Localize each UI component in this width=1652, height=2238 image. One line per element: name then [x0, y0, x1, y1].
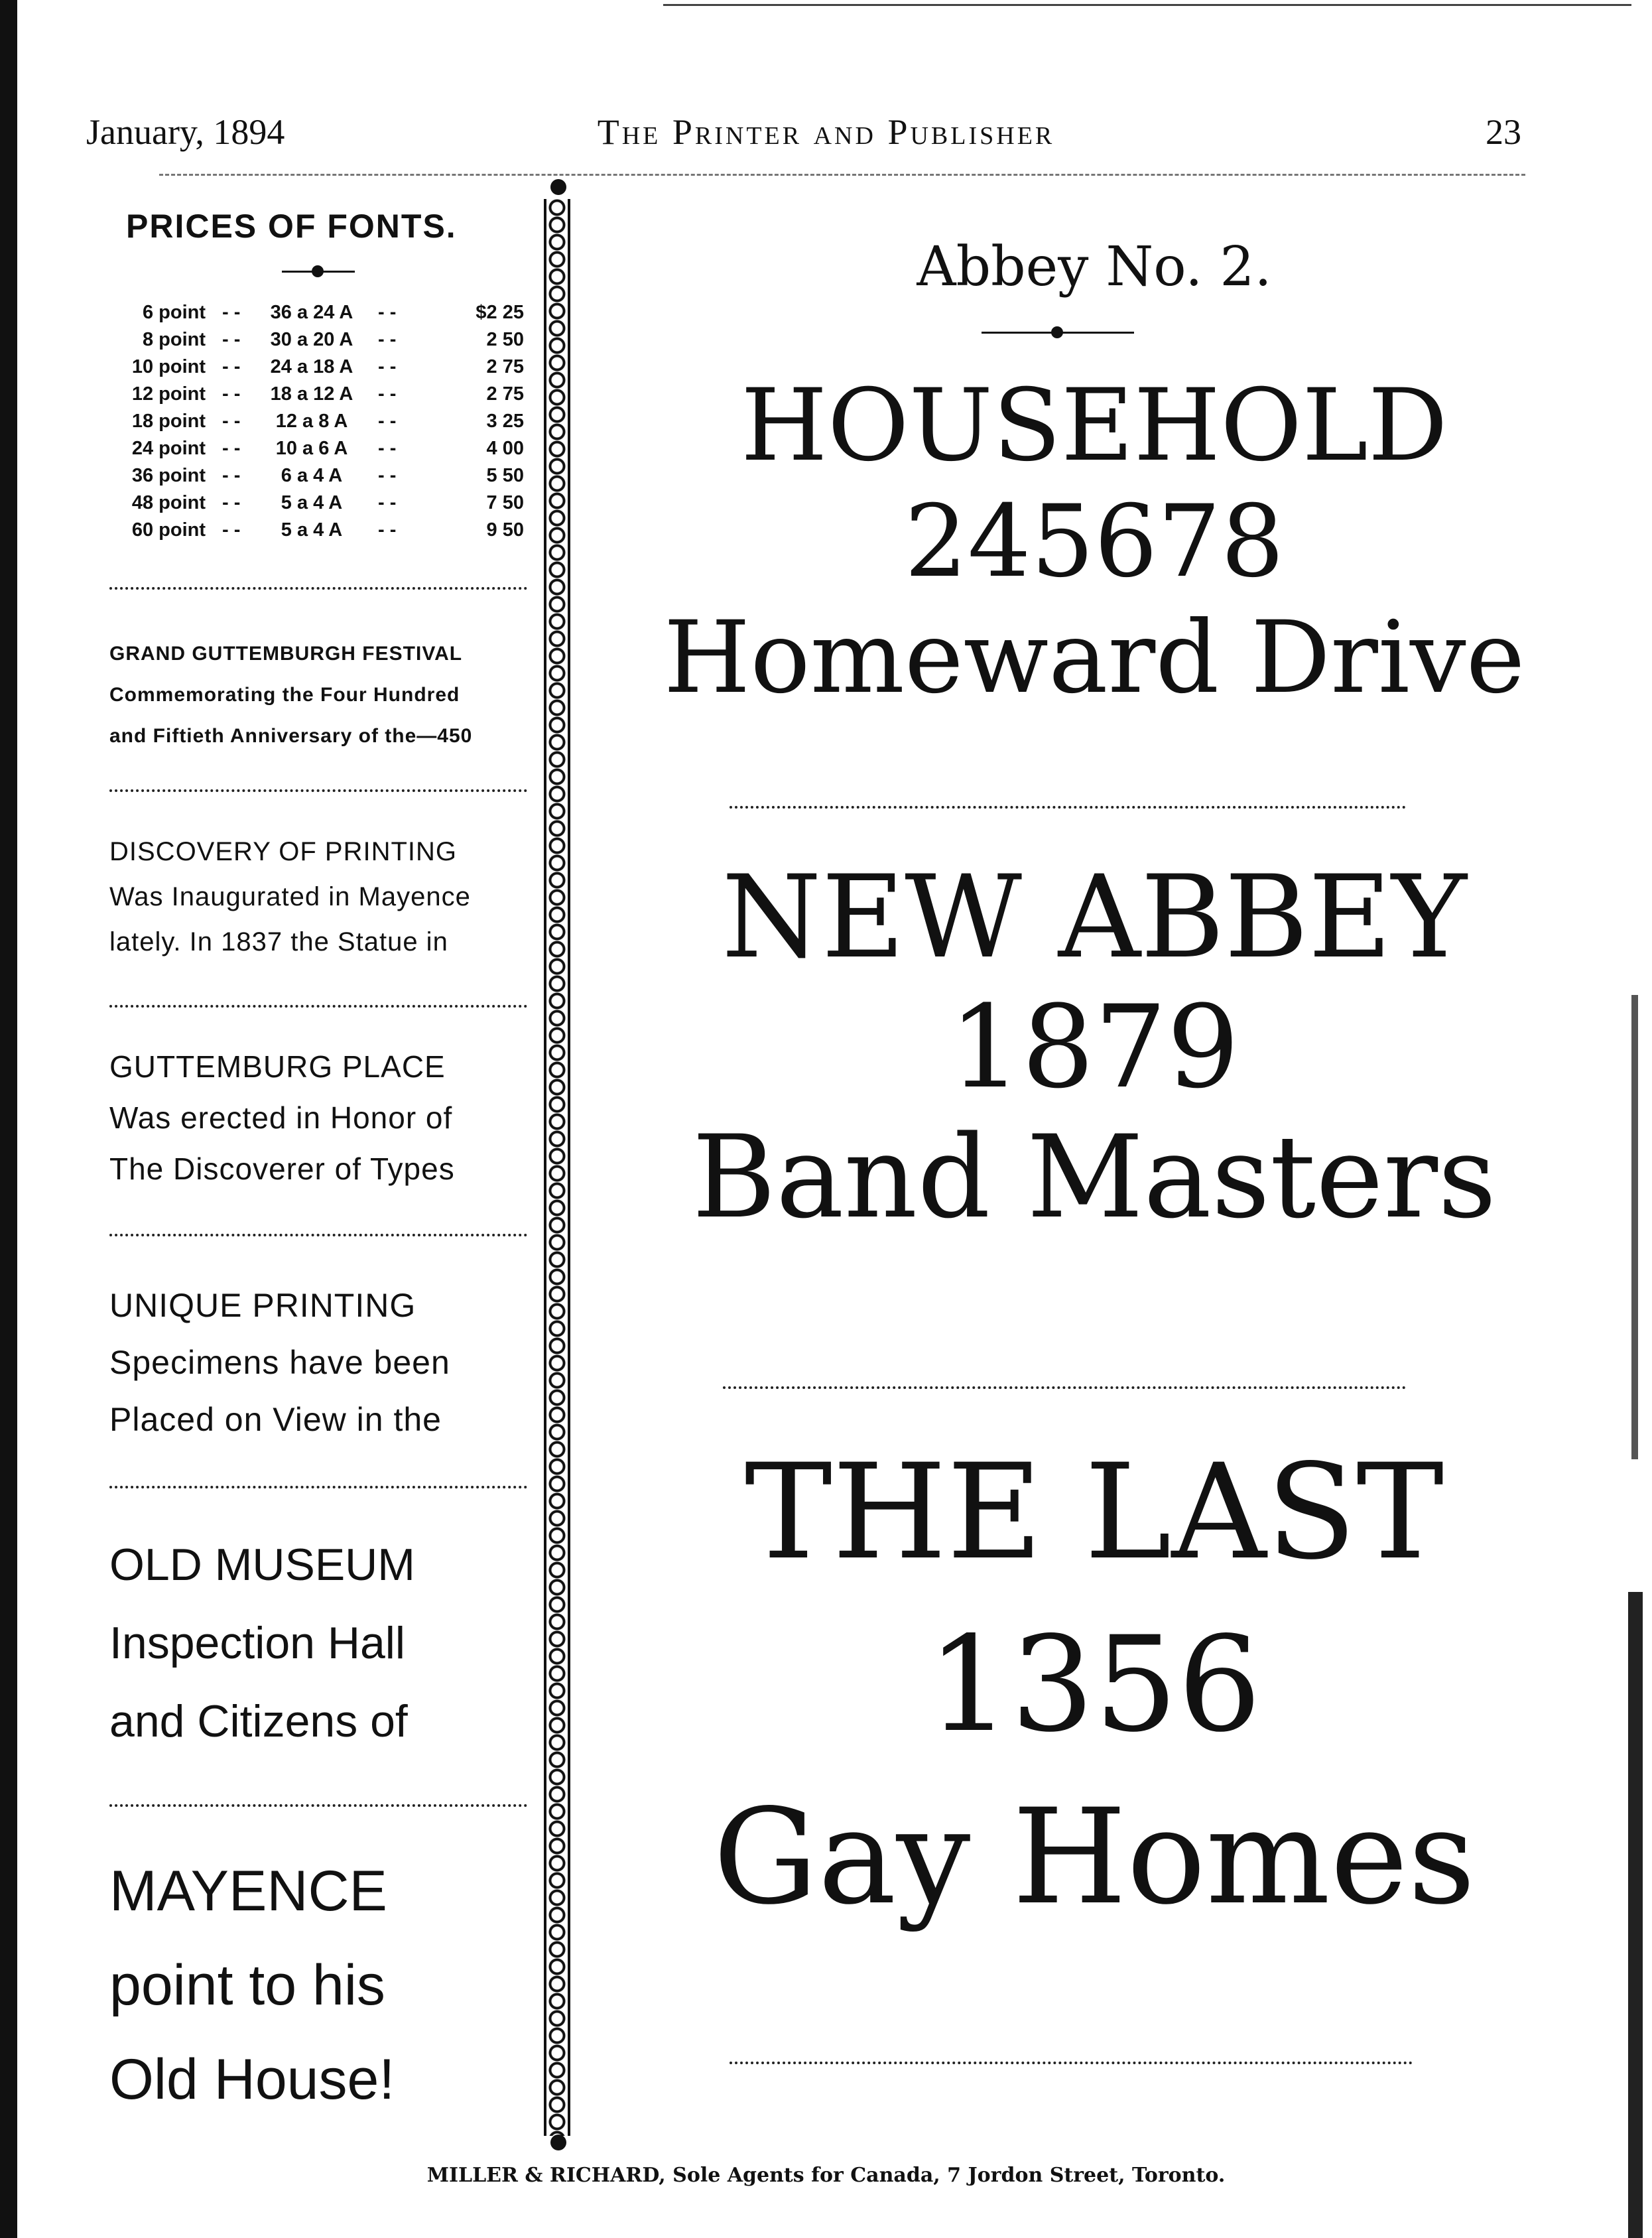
price-value: 2 50 — [486, 329, 524, 350]
price-value: 2 75 — [486, 383, 524, 405]
specimen-old-museum — [109, 1526, 527, 1760]
price-dash: - - — [222, 302, 241, 323]
specimen-line: Homeward Drive — [663, 600, 1525, 716]
title-ornament-dot — [1051, 326, 1063, 338]
specimen-line: 245678 — [904, 484, 1285, 600]
price-dash: - - — [378, 356, 397, 377]
specimen-line: Inspection Hall — [109, 1618, 406, 1668]
specimen-line: UNIQUE PRINTING — [109, 1287, 416, 1324]
header-rule — [159, 174, 1525, 176]
prices-ornament-dot — [312, 265, 324, 277]
specimen-line: 1356 — [927, 1608, 1261, 1761]
specimen-new-abbey — [584, 852, 1605, 1242]
specimen-mayence — [109, 1844, 527, 2127]
specimen-line: Specimens have been — [109, 1344, 450, 1381]
page-edge-right — [1628, 1592, 1643, 2238]
column-divider — [544, 199, 570, 2136]
specimen-line: GRAND GUTTEMBURGH FESTIVAL — [109, 643, 463, 665]
price-size: 36 point — [131, 465, 206, 486]
price-dash: - - — [222, 465, 241, 486]
specimen-line: Was Inaugurated in Mayence — [109, 882, 471, 911]
specimen-line: GUTTEMBURG PLACE — [109, 1049, 446, 1084]
price-dash: - - — [222, 383, 241, 405]
specimen-discovery — [109, 829, 527, 964]
dotted-rule — [723, 1386, 1406, 1389]
page-edge-right-faint — [1631, 995, 1638, 1459]
price-value: 5 50 — [486, 465, 524, 486]
specimen-line: Commemorating the Four Hundred — [109, 684, 460, 706]
price-dash: - - — [222, 519, 241, 541]
price-qty: 36 a 24 A — [270, 302, 353, 323]
header-date: January, 1894 — [86, 112, 285, 152]
specimen-line: and Fiftieth Anniversary of the—450 — [109, 725, 473, 747]
price-dash: - - — [222, 438, 241, 459]
price-qty: 12 a 8 A — [275, 411, 348, 432]
price-value: 2 75 — [486, 356, 524, 377]
specimen-line: MAYENCE — [109, 1859, 387, 1923]
specimen-line: point to his — [109, 1953, 385, 2017]
dotted-rule — [730, 806, 1406, 809]
specimen-grand-festival — [109, 633, 527, 757]
price-dash: - - — [378, 465, 397, 486]
price-size: 10 point — [131, 356, 206, 377]
price-size: 12 point — [131, 383, 206, 405]
price-value: 3 25 — [486, 411, 524, 432]
dotted-rule — [109, 1804, 527, 1807]
price-value: 9 50 — [486, 519, 524, 541]
price-dash: - - — [222, 492, 241, 513]
price-dash: - - — [378, 411, 397, 432]
price-dash: - - — [378, 329, 397, 350]
specimen-household — [584, 368, 1605, 716]
price-qty: 30 a 20 A — [270, 329, 353, 350]
specimen-line: HOUSEHOLD — [740, 368, 1448, 484]
header-title: The Printer and Publisher — [597, 112, 1055, 152]
top-rule — [663, 4, 1631, 6]
price-size: 48 point — [131, 492, 206, 513]
divider-dot-bottom — [550, 2135, 566, 2150]
price-size: 8 point — [142, 329, 206, 350]
price-qty: 5 a 4 A — [281, 519, 343, 541]
dotted-rule — [109, 587, 527, 590]
typeface-title: Abbey No. 2. — [917, 235, 1272, 298]
price-dash: - - — [378, 492, 397, 513]
price-dash: - - — [222, 356, 241, 377]
price-qty: 5 a 4 A — [281, 492, 343, 513]
price-qty: 24 a 18 A — [270, 356, 353, 377]
prices-heading: PRICES OF FONTS. — [126, 208, 457, 245]
specimen-line: Old House! — [109, 2048, 395, 2111]
specimen-unique-printing — [109, 1277, 527, 1448]
price-qty: 18 a 12 A — [270, 383, 353, 405]
price-dash: - - — [378, 438, 397, 459]
dotted-rule — [109, 789, 527, 792]
price-dash: - - — [222, 411, 241, 432]
price-dash: - - — [378, 383, 397, 405]
specimen-line: The Discoverer of Types — [109, 1152, 455, 1186]
price-size: 24 point — [131, 438, 206, 459]
price-dash: - - — [378, 519, 397, 541]
price-qty: 6 a 4 A — [281, 465, 343, 486]
dotted-rule — [109, 1005, 527, 1008]
price-qty: 10 a 6 A — [275, 438, 348, 459]
price-size: 6 point — [142, 302, 206, 323]
dotted-rule — [109, 1486, 527, 1488]
specimen-line: Gay Homes — [713, 1780, 1476, 1934]
price-dash: - - — [378, 302, 397, 323]
dotted-rule — [730, 2062, 1413, 2064]
footer-agent-notice: MILLER & RICHARD, Sole Agents for Canada, 7 Jordon Street, Toronto. — [426, 2164, 1226, 2187]
specimen-line: 1879 — [949, 980, 1239, 1114]
specimen-line: DISCOVERY OF PRINTING — [109, 837, 458, 866]
page-edge-left — [0, 0, 17, 2238]
price-size: 18 point — [131, 411, 206, 432]
specimen-the-last — [584, 1426, 1605, 1943]
price-value: $2 25 — [476, 302, 524, 323]
price-value: 4 00 — [486, 438, 524, 459]
specimen-line: Placed on View in the — [109, 1401, 442, 1438]
specimen-line: NEW ABBEY — [722, 850, 1467, 984]
dotted-rule — [109, 1234, 527, 1236]
price-size: 60 point — [131, 519, 206, 541]
price-dash: - - — [222, 329, 241, 350]
specimen-line: OLD MUSEUM — [109, 1540, 415, 1590]
specimen-line: lately. In 1837 the Statue in — [109, 927, 448, 956]
divider-dot-top — [550, 179, 566, 195]
header-page-number: 23 — [1486, 112, 1521, 152]
price-value: 7 50 — [486, 492, 524, 513]
specimen-line: Was erected in Honor of — [109, 1100, 453, 1135]
specimen-line: Band Masters — [692, 1110, 1497, 1244]
specimen-guttemburg-place — [109, 1041, 527, 1195]
specimen-line: THE LAST — [744, 1435, 1444, 1589]
specimen-line: and Citizens of — [109, 1696, 408, 1746]
